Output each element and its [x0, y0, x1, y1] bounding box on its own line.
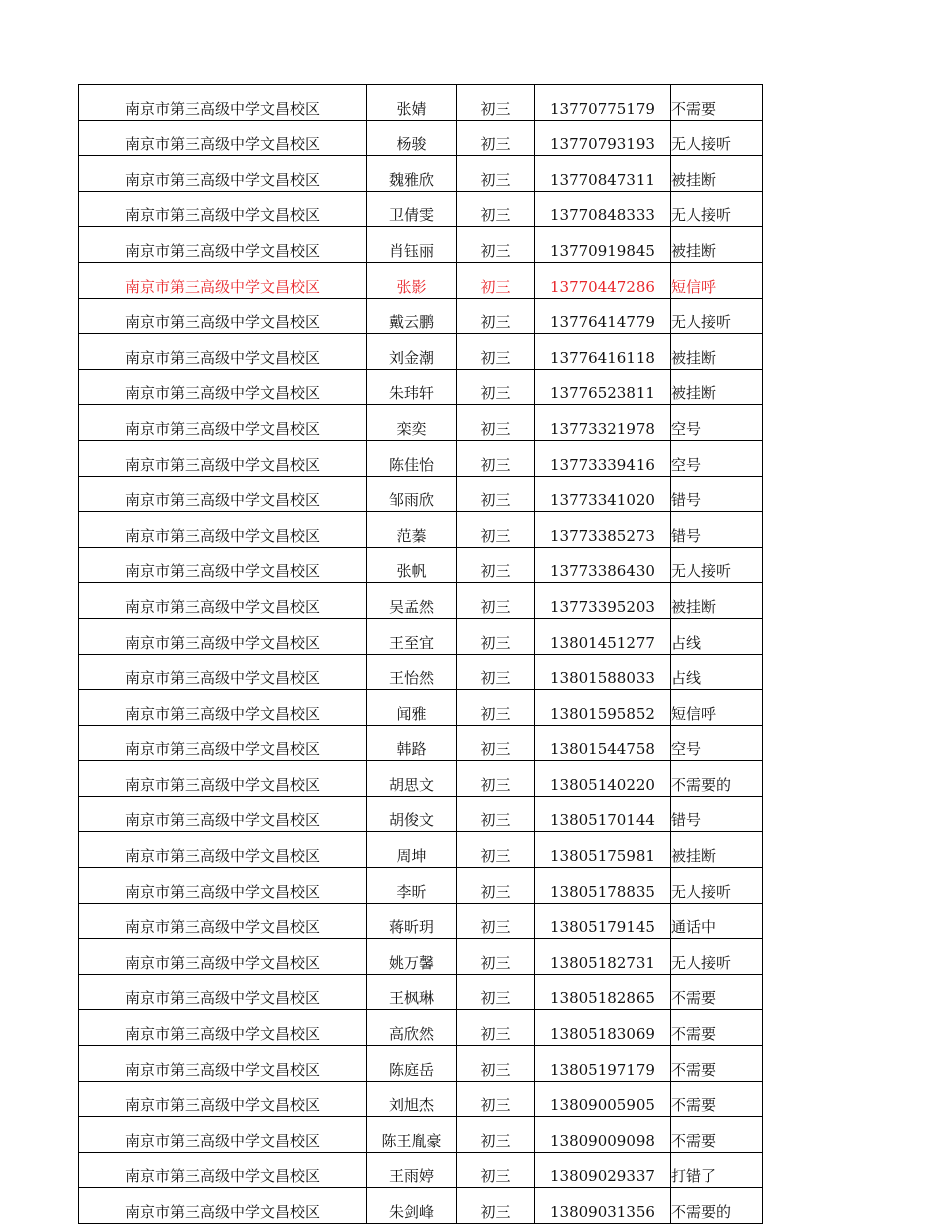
school-cell: 南京市第三高级中学文昌校区 [79, 796, 367, 832]
student-name-cell: 陈王胤豪 [367, 1117, 457, 1153]
table-row [79, 832, 763, 868]
grade-cell: 初三 [457, 1117, 535, 1153]
table-row [79, 85, 763, 121]
grade-cell: 初三 [457, 868, 535, 904]
grade-cell: 初三 [457, 832, 535, 868]
school-cell: 南京市第三高级中学文昌校区 [79, 369, 367, 405]
student-name-cell: 胡俊文 [367, 796, 457, 832]
student-name-cell: 刘金潮 [367, 334, 457, 370]
table-row [79, 547, 763, 583]
table-row [79, 1010, 763, 1046]
call-status-cell: 无人接听 [671, 939, 763, 975]
student-name-cell: 邹雨欣 [367, 476, 457, 512]
phone-cell: 13805197179 [535, 1046, 671, 1082]
call-status-cell: 不需要 [671, 1081, 763, 1117]
call-status-cell: 错号 [671, 796, 763, 832]
school-cell: 南京市第三高级中学文昌校区 [79, 120, 367, 156]
table-row [79, 1117, 763, 1153]
student-name-cell: 韩路 [367, 725, 457, 761]
table-row [79, 1046, 763, 1082]
call-status-cell: 不需要的 [671, 1188, 763, 1224]
phone-cell: 13805182731 [535, 939, 671, 975]
call-status-cell: 占线 [671, 618, 763, 654]
school-cell: 南京市第三高级中学文昌校区 [79, 440, 367, 476]
grade-cell: 初三 [457, 974, 535, 1010]
phone-cell: 13773395203 [535, 583, 671, 619]
school-cell: 南京市第三高级中学文昌校区 [79, 583, 367, 619]
student-name-cell: 王雨婷 [367, 1152, 457, 1188]
table-row [79, 156, 763, 192]
school-cell: 南京市第三高级中学文昌校区 [79, 690, 367, 726]
call-status-cell: 空号 [671, 405, 763, 441]
grade-cell: 初三 [457, 1046, 535, 1082]
grade-cell: 初三 [457, 1081, 535, 1117]
table-row [79, 690, 763, 726]
call-status-cell: 被挂断 [671, 583, 763, 619]
school-cell: 南京市第三高级中学文昌校区 [79, 262, 367, 298]
table-row [79, 725, 763, 761]
table-row [79, 903, 763, 939]
call-status-cell: 通话中 [671, 903, 763, 939]
student-name-cell: 杨骏 [367, 120, 457, 156]
student-name-cell: 张帆 [367, 547, 457, 583]
student-name-cell: 王怡然 [367, 654, 457, 690]
phone-cell: 13809031356 [535, 1188, 671, 1224]
grade-cell: 初三 [457, 903, 535, 939]
phone-cell: 13805175981 [535, 832, 671, 868]
student-name-cell: 刘旭杰 [367, 1081, 457, 1117]
table-row [79, 405, 763, 441]
table-row [79, 440, 763, 476]
phone-cell: 13809005905 [535, 1081, 671, 1117]
grade-cell: 初三 [457, 939, 535, 975]
school-cell: 南京市第三高级中学文昌校区 [79, 868, 367, 904]
grade-cell: 初三 [457, 369, 535, 405]
call-status-cell: 短信呼 [671, 690, 763, 726]
call-status-cell: 不需要 [671, 1117, 763, 1153]
phone-cell: 13770848333 [535, 191, 671, 227]
call-status-cell: 错号 [671, 512, 763, 548]
table-row [79, 262, 763, 298]
phone-cell: 13770793193 [535, 120, 671, 156]
phone-cell: 13801451277 [535, 618, 671, 654]
school-cell: 南京市第三高级中学文昌校区 [79, 1188, 367, 1224]
school-cell: 南京市第三高级中学文昌校区 [79, 761, 367, 797]
grade-cell: 初三 [457, 120, 535, 156]
table-row [79, 1152, 763, 1188]
student-name-cell: 朱玮轩 [367, 369, 457, 405]
contact-table [78, 84, 763, 1224]
school-cell: 南京市第三高级中学文昌校区 [79, 1117, 367, 1153]
grade-cell: 初三 [457, 334, 535, 370]
student-name-cell: 栾奕 [367, 405, 457, 441]
call-status-cell: 被挂断 [671, 334, 763, 370]
call-status-cell: 被挂断 [671, 832, 763, 868]
grade-cell: 初三 [457, 583, 535, 619]
call-status-cell: 无人接听 [671, 191, 763, 227]
grade-cell: 初三 [457, 476, 535, 512]
school-cell: 南京市第三高级中学文昌校区 [79, 547, 367, 583]
student-name-cell: 陈庭岳 [367, 1046, 457, 1082]
table-row [79, 1081, 763, 1117]
call-status-cell: 空号 [671, 440, 763, 476]
grade-cell: 初三 [457, 725, 535, 761]
student-name-cell: 王枫琳 [367, 974, 457, 1010]
call-status-cell: 无人接听 [671, 298, 763, 334]
grade-cell: 初三 [457, 227, 535, 263]
phone-cell: 13770447286 [535, 262, 671, 298]
call-status-cell: 短信呼 [671, 262, 763, 298]
grade-cell: 初三 [457, 761, 535, 797]
grade-cell: 初三 [457, 440, 535, 476]
table-row [79, 868, 763, 904]
phone-cell: 13805178835 [535, 868, 671, 904]
phone-cell: 13773339416 [535, 440, 671, 476]
student-name-cell: 姚万馨 [367, 939, 457, 975]
table-row [79, 334, 763, 370]
table-row [79, 761, 763, 797]
grade-cell: 初三 [457, 1188, 535, 1224]
call-status-cell: 不需要 [671, 1046, 763, 1082]
school-cell: 南京市第三高级中学文昌校区 [79, 654, 367, 690]
call-status-cell: 占线 [671, 654, 763, 690]
school-cell: 南京市第三高级中学文昌校区 [79, 512, 367, 548]
table-row [79, 1188, 763, 1224]
school-cell: 南京市第三高级中学文昌校区 [79, 1081, 367, 1117]
grade-cell: 初三 [457, 405, 535, 441]
grade-cell: 初三 [457, 1010, 535, 1046]
table-row [79, 476, 763, 512]
grade-cell: 初三 [457, 262, 535, 298]
phone-cell: 13773341020 [535, 476, 671, 512]
table-row [79, 796, 763, 832]
grade-cell: 初三 [457, 618, 535, 654]
school-cell: 南京市第三高级中学文昌校区 [79, 156, 367, 192]
grade-cell: 初三 [457, 690, 535, 726]
call-status-cell: 无人接听 [671, 868, 763, 904]
call-status-cell: 被挂断 [671, 369, 763, 405]
school-cell: 南京市第三高级中学文昌校区 [79, 227, 367, 263]
school-cell: 南京市第三高级中学文昌校区 [79, 476, 367, 512]
call-status-cell: 被挂断 [671, 156, 763, 192]
student-name-cell: 肖钰丽 [367, 227, 457, 263]
school-cell: 南京市第三高级中学文昌校区 [79, 974, 367, 1010]
school-cell: 南京市第三高级中学文昌校区 [79, 939, 367, 975]
table-row [79, 512, 763, 548]
table-row [79, 618, 763, 654]
table-row [79, 654, 763, 690]
student-name-cell: 戴云鹏 [367, 298, 457, 334]
school-cell: 南京市第三高级中学文昌校区 [79, 618, 367, 654]
grade-cell: 初三 [457, 156, 535, 192]
school-cell: 南京市第三高级中学文昌校区 [79, 832, 367, 868]
school-cell: 南京市第三高级中学文昌校区 [79, 298, 367, 334]
grade-cell: 初三 [457, 85, 535, 121]
student-name-cell: 卫倩雯 [367, 191, 457, 227]
grade-cell: 初三 [457, 298, 535, 334]
table-body [79, 85, 763, 1224]
student-name-cell: 王至宜 [367, 618, 457, 654]
school-cell: 南京市第三高级中学文昌校区 [79, 1010, 367, 1046]
phone-cell: 13773386430 [535, 547, 671, 583]
phone-cell: 13805140220 [535, 761, 671, 797]
phone-cell: 13770775179 [535, 85, 671, 121]
grade-cell: 初三 [457, 1152, 535, 1188]
table-row [79, 974, 763, 1010]
school-cell: 南京市第三高级中学文昌校区 [79, 191, 367, 227]
student-name-cell: 陈佳怡 [367, 440, 457, 476]
school-cell: 南京市第三高级中学文昌校区 [79, 405, 367, 441]
phone-cell: 13770919845 [535, 227, 671, 263]
student-name-cell: 吴孟然 [367, 583, 457, 619]
phone-cell: 13805183069 [535, 1010, 671, 1046]
student-name-cell: 高欣然 [367, 1010, 457, 1046]
grade-cell: 初三 [457, 654, 535, 690]
phone-cell: 13773385273 [535, 512, 671, 548]
student-name-cell: 张婧 [367, 85, 457, 121]
school-cell: 南京市第三高级中学文昌校区 [79, 1046, 367, 1082]
student-name-cell: 李昕 [367, 868, 457, 904]
school-cell: 南京市第三高级中学文昌校区 [79, 1152, 367, 1188]
phone-cell: 13773321978 [535, 405, 671, 441]
table-row [79, 227, 763, 263]
student-name-cell: 蒋昕玥 [367, 903, 457, 939]
grade-cell: 初三 [457, 796, 535, 832]
grade-cell: 初三 [457, 191, 535, 227]
school-cell: 南京市第三高级中学文昌校区 [79, 85, 367, 121]
table-row [79, 191, 763, 227]
phone-cell: 13805182865 [535, 974, 671, 1010]
phone-cell: 13809009098 [535, 1117, 671, 1153]
student-name-cell: 魏雅欣 [367, 156, 457, 192]
student-name-cell: 范蓁 [367, 512, 457, 548]
table-row [79, 583, 763, 619]
call-status-cell: 不需要 [671, 85, 763, 121]
phone-cell: 13801595852 [535, 690, 671, 726]
table-row [79, 120, 763, 156]
student-name-cell: 周坤 [367, 832, 457, 868]
school-cell: 南京市第三高级中学文昌校区 [79, 725, 367, 761]
student-name-cell: 张影 [367, 262, 457, 298]
phone-cell: 13770847311 [535, 156, 671, 192]
student-name-cell: 闻雅 [367, 690, 457, 726]
call-status-cell: 无人接听 [671, 120, 763, 156]
phone-cell: 13801588033 [535, 654, 671, 690]
student-name-cell: 朱剑峰 [367, 1188, 457, 1224]
table-row [79, 939, 763, 975]
call-status-cell: 不需要 [671, 974, 763, 1010]
phone-cell: 13801544758 [535, 725, 671, 761]
student-name-cell: 胡思文 [367, 761, 457, 797]
grade-cell: 初三 [457, 547, 535, 583]
grade-cell: 初三 [457, 512, 535, 548]
call-status-cell: 被挂断 [671, 227, 763, 263]
call-status-cell: 错号 [671, 476, 763, 512]
phone-cell: 13776416118 [535, 334, 671, 370]
phone-cell: 13805179145 [535, 903, 671, 939]
school-cell: 南京市第三高级中学文昌校区 [79, 334, 367, 370]
table-row [79, 369, 763, 405]
phone-cell: 13809029337 [535, 1152, 671, 1188]
call-status-cell: 不需要的 [671, 761, 763, 797]
phone-cell: 13776414779 [535, 298, 671, 334]
call-status-cell: 空号 [671, 725, 763, 761]
call-status-cell: 无人接听 [671, 547, 763, 583]
call-status-cell: 不需要 [671, 1010, 763, 1046]
phone-cell: 13805170144 [535, 796, 671, 832]
phone-cell: 13776523811 [535, 369, 671, 405]
call-status-cell: 打错了 [671, 1152, 763, 1188]
table-row [79, 298, 763, 334]
school-cell: 南京市第三高级中学文昌校区 [79, 903, 367, 939]
